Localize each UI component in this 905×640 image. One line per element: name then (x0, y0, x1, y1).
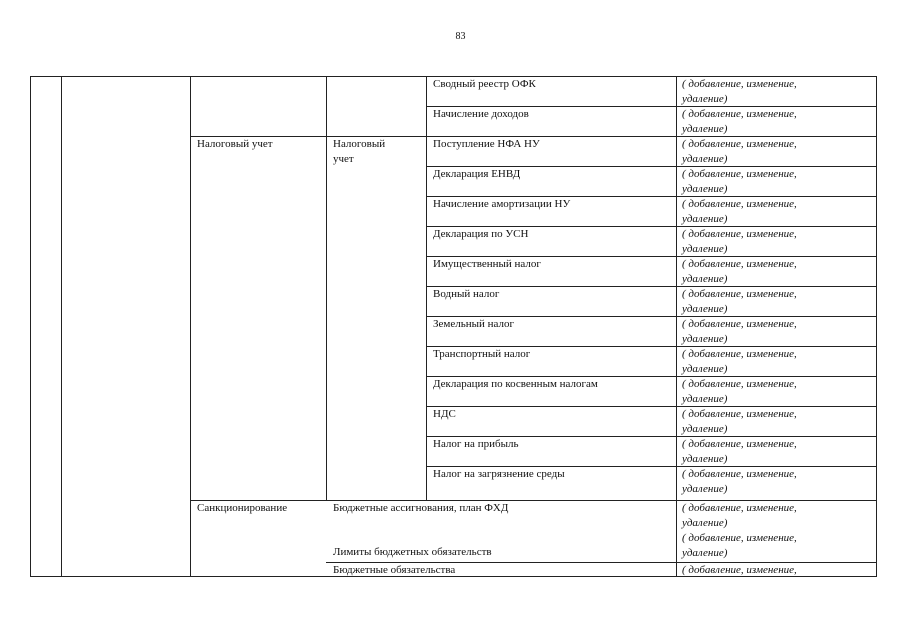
document-name: Бюджетные ассигнования, план ФХД (333, 502, 509, 514)
action-text: ( добавление, изменение, удаление) (682, 138, 797, 165)
document-table (30, 76, 877, 577)
subarea-name: Налоговый учет (333, 138, 386, 165)
action-text: ( добавление, изменение, удаление) (682, 258, 797, 285)
action-text: ( добавление, изменение, удаление) (682, 108, 797, 135)
document-name: Налог на прибыль (433, 438, 519, 450)
action-text: ( добавление, изменение, удаление) (682, 378, 797, 405)
document-name: Начисление доходов (433, 108, 529, 120)
area-name: Налоговый учет (197, 138, 273, 150)
document-name: Водный налог (433, 288, 500, 300)
action-text: ( добавление, изменение, удаление) (682, 532, 797, 559)
action-text: ( добавление, изменение, удаление) (682, 348, 797, 375)
action-text: ( добавление, изменение, удаление) (682, 228, 797, 255)
document-name: Поступление НФА НУ (433, 138, 540, 150)
page-number: 83 (455, 31, 466, 42)
area-name: Санкционирование (197, 502, 288, 514)
document-name: Декларация ЕНВД (433, 168, 521, 180)
action-text: ( добавление, изменение, (682, 564, 797, 576)
action-text: ( добавление, изменение, удаление) (682, 502, 797, 529)
document-name: Налог на загрязнение среды (433, 468, 565, 480)
action-text: ( добавление, изменение, удаление) (682, 318, 797, 345)
document-name: Начисление амортизации НУ (433, 198, 571, 210)
document-name: Бюджетные обязательства (333, 564, 456, 576)
action-text: ( добавление, изменение, удаление) (682, 168, 797, 195)
document-name: Имущественный налог (433, 258, 541, 270)
action-text: ( добавление, изменение, удаление) (682, 198, 797, 225)
action-text: ( добавление, изменение, удаление) (682, 408, 797, 435)
document-name: Транспортный налог (433, 348, 531, 360)
document-name: НДС (433, 408, 456, 420)
action-text: ( добавление, изменение, удаление) (682, 78, 797, 105)
document-name: Земельный налог (433, 318, 515, 330)
action-text: ( добавление, изменение, удаление) (682, 438, 797, 465)
action-text: ( добавление, изменение, удаление) (682, 288, 797, 315)
document-name: Декларация по УСН (433, 228, 529, 240)
document-name: Лимиты бюджетных обязательств (333, 546, 492, 558)
action-text: ( добавление, изменение, удаление) (682, 468, 797, 495)
document-name: Сводный реестр ОФК (433, 78, 536, 90)
document-name: Декларация по косвенным налогам (433, 378, 598, 390)
